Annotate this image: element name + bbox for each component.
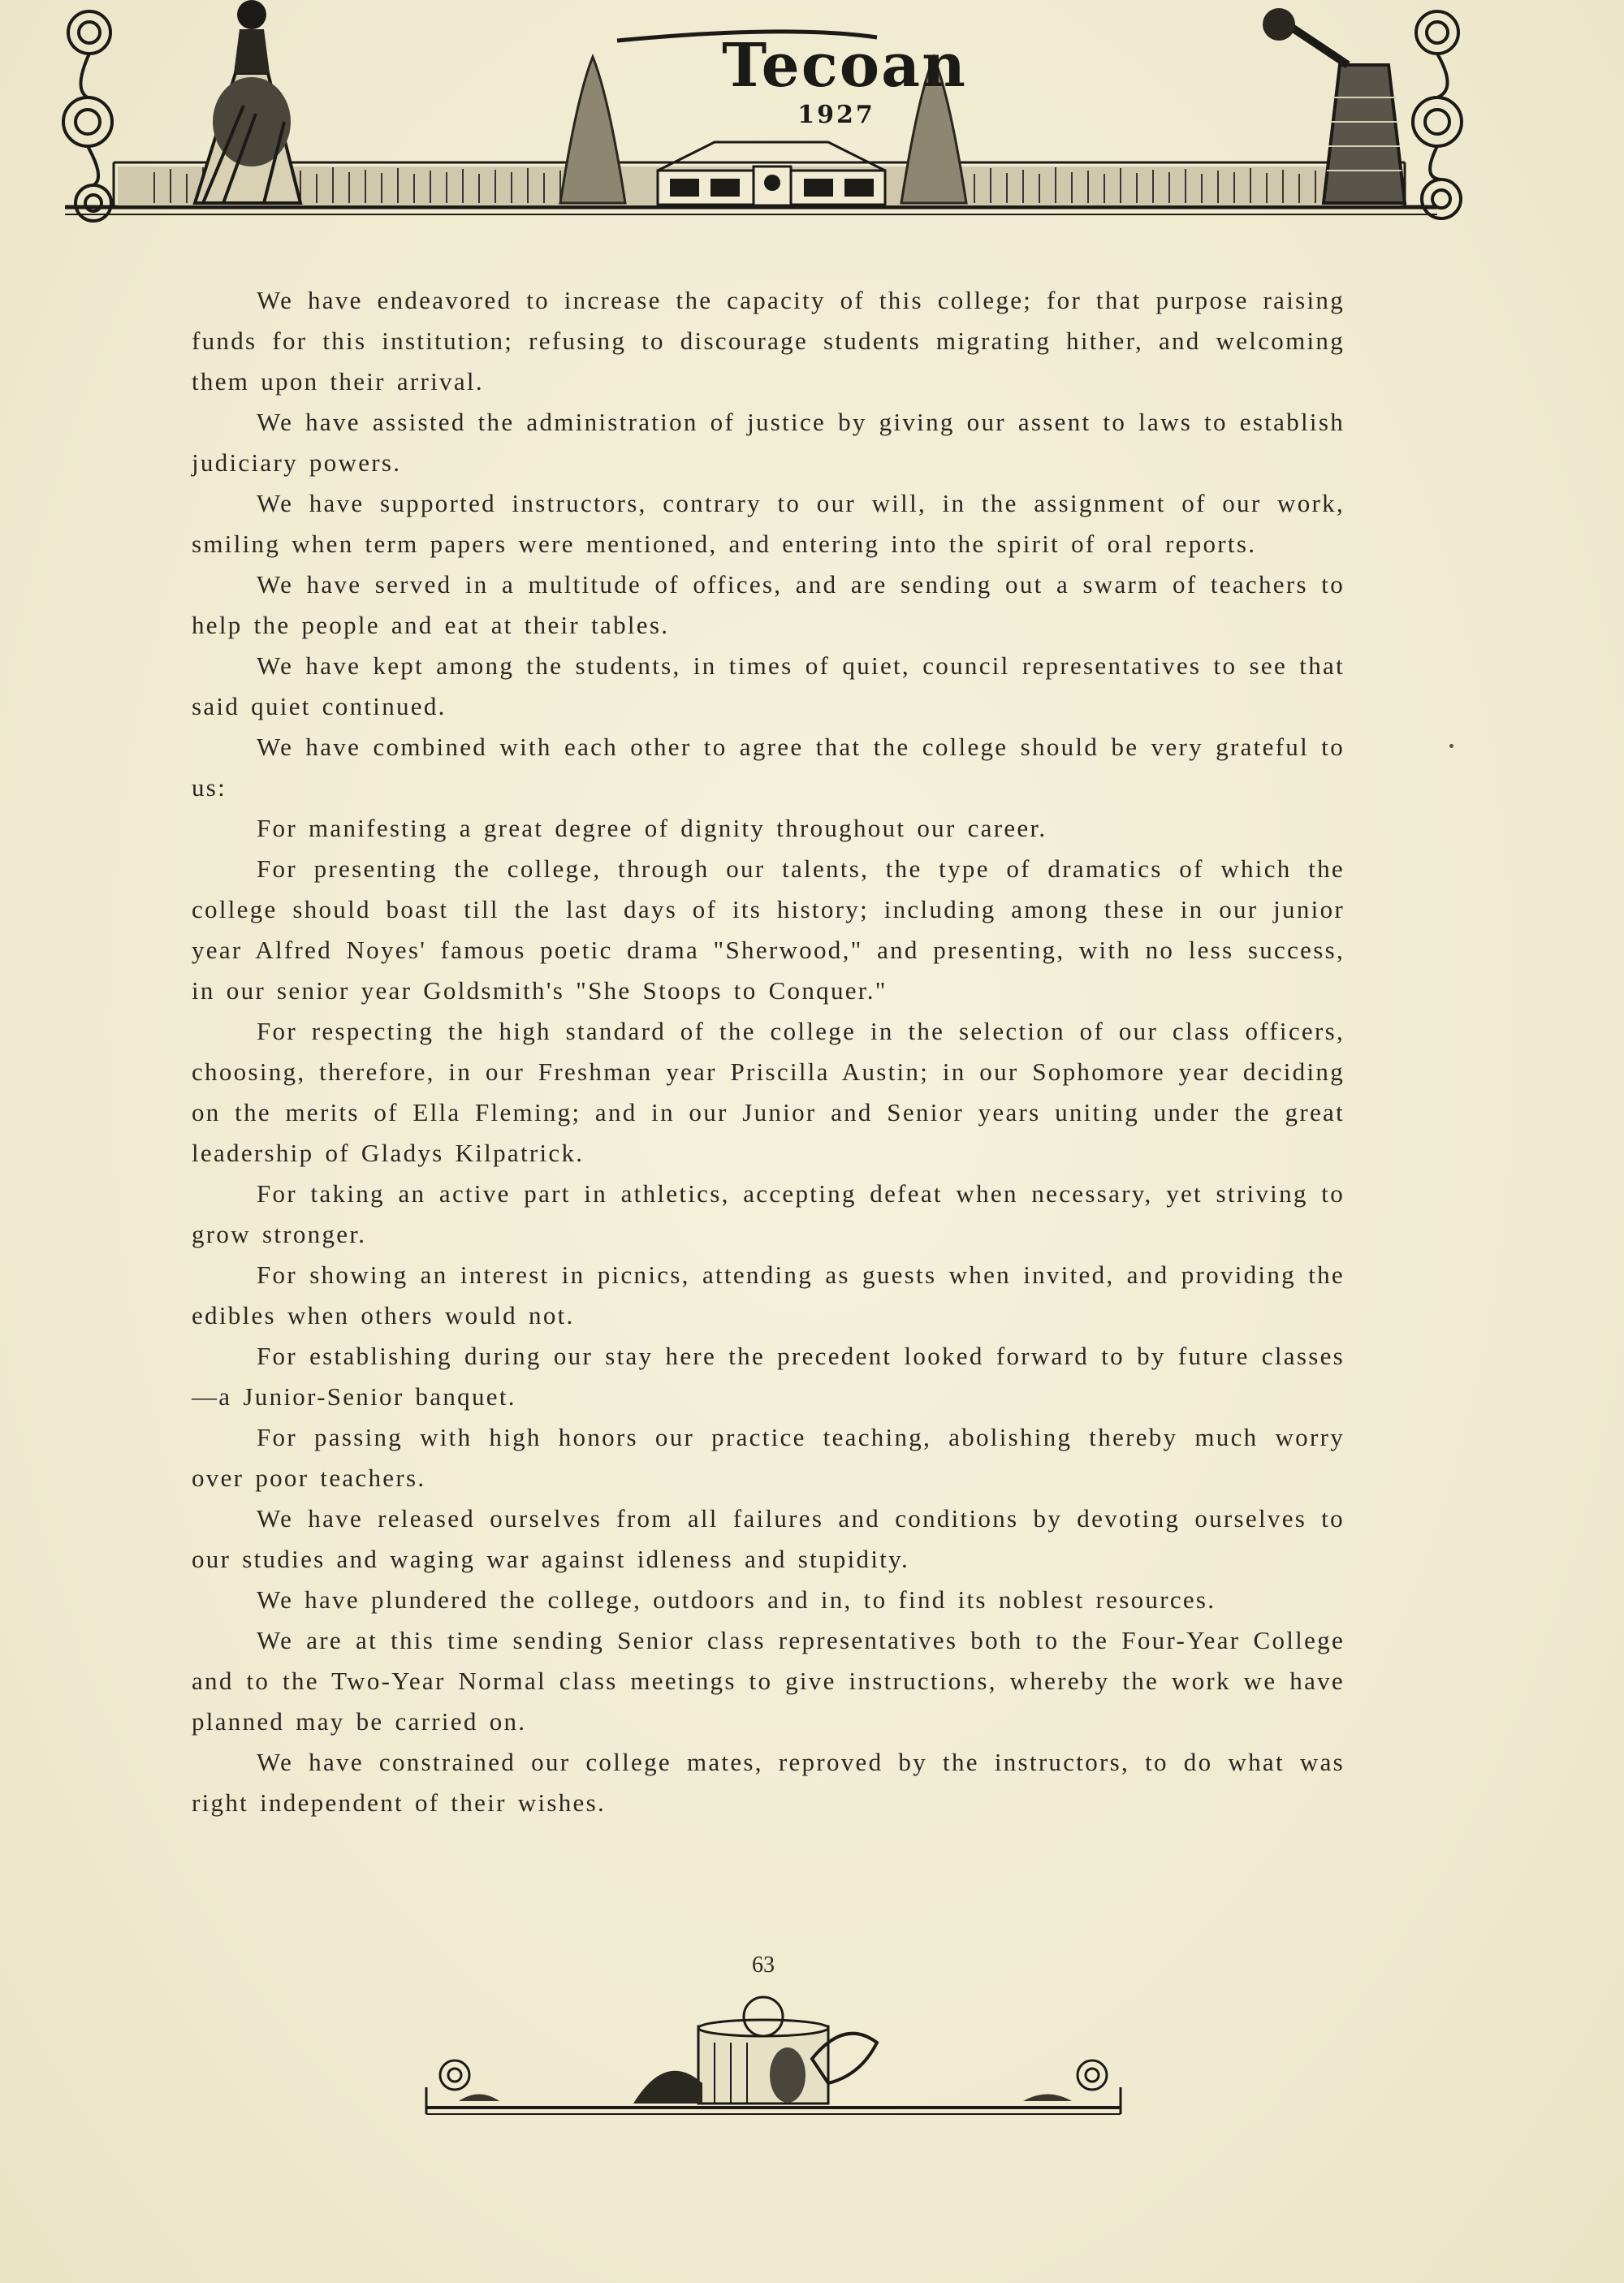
header-banner: [57, 0, 1470, 236]
paragraph: We have kept among the students, in times of quiet, council representatives to see that said quiet continued.: [192, 651, 1345, 720]
banner-year: 1927: [797, 101, 875, 129]
paragraph: We have served in a multitude of offices, and are sending out a swarm of teachers to help the people and eat at their tables.: [192, 570, 1345, 639]
paragraph: We have plundered the college, outdoors and in, to find its noblest resources.: [257, 1585, 1216, 1614]
paragraph: We are at this time sending Senior class representatives both to the Four-Year College and to the Two-Year Normal class meetings to give instructions, whereby the work we have planned may be carried on.: [192, 1626, 1345, 1736]
paragraph: We have assisted the administration of justice by giving our assent to laws to establish judiciary powers.: [192, 408, 1345, 477]
scan-speck: [1449, 744, 1453, 748]
paragraph: We have endeavored to increase the capacity of this college; for that purpose raising funds for this institution; refusing to discourage students migrating hither, and welcoming them upon their arrival.: [192, 286, 1345, 396]
paragraph: We have constrained our college mates, reproved by the instructors, to do what was right independent of their wishes.: [192, 1748, 1345, 1817]
paragraph: For manifesting a great degree of dignity throughout our career.: [257, 814, 1047, 842]
paragraph: For taking an active part in athletics, accepting defeat when necessary, yet striving to grow stronger.: [192, 1179, 1345, 1248]
body-text: [192, 280, 1345, 1823]
paragraph: We have combined with each other to agree that the college should be very grateful to us:: [192, 733, 1345, 802]
paragraph: We have released ourselves from all failures and conditions by devoting ourselves to our studies and waging war against idleness and stupidity.: [192, 1504, 1345, 1573]
paragraph: For showing an interest in picnics, attending as guests when invited, and providing the edibles when others would not.: [192, 1260, 1345, 1330]
paragraph: For respecting the high standard of the college in the selection of our class officers, choosing, therefore, in our Freshman year Priscilla Austin; in our Sophomore year deciding on the merits of Ella Fleming; and in our Junior and Senior years uniting under the great leadership of Gladys Kilpatrick.: [192, 1017, 1345, 1167]
paragraph: For passing with high honors our practice teaching, abolishing thereby much worry over poor teachers.: [192, 1423, 1345, 1492]
paragraph: For establishing during our stay here the precedent looked forward to by future classes—a Junior-Senior banquet.: [192, 1342, 1345, 1411]
footer-ornament: [422, 1994, 1129, 2132]
paragraph: We have supported instructors, contrary to our will, in the assignment of our work, smiling when term papers were mentioned, and entering into the spirit of oral reports.: [192, 489, 1345, 558]
page-number: 63: [752, 1952, 775, 1978]
banner-title: Tecoan: [722, 31, 967, 101]
paragraph: For presenting the college, through our talents, the type of dramatics of which the college should boast till the last days of its history; including among these in our junior year Alfred Noyes' famous poetic drama "Sherwood," and presenting, with no less success, in our senior year Goldsmith's "She Stoops to Conquer.": [192, 854, 1345, 1005]
